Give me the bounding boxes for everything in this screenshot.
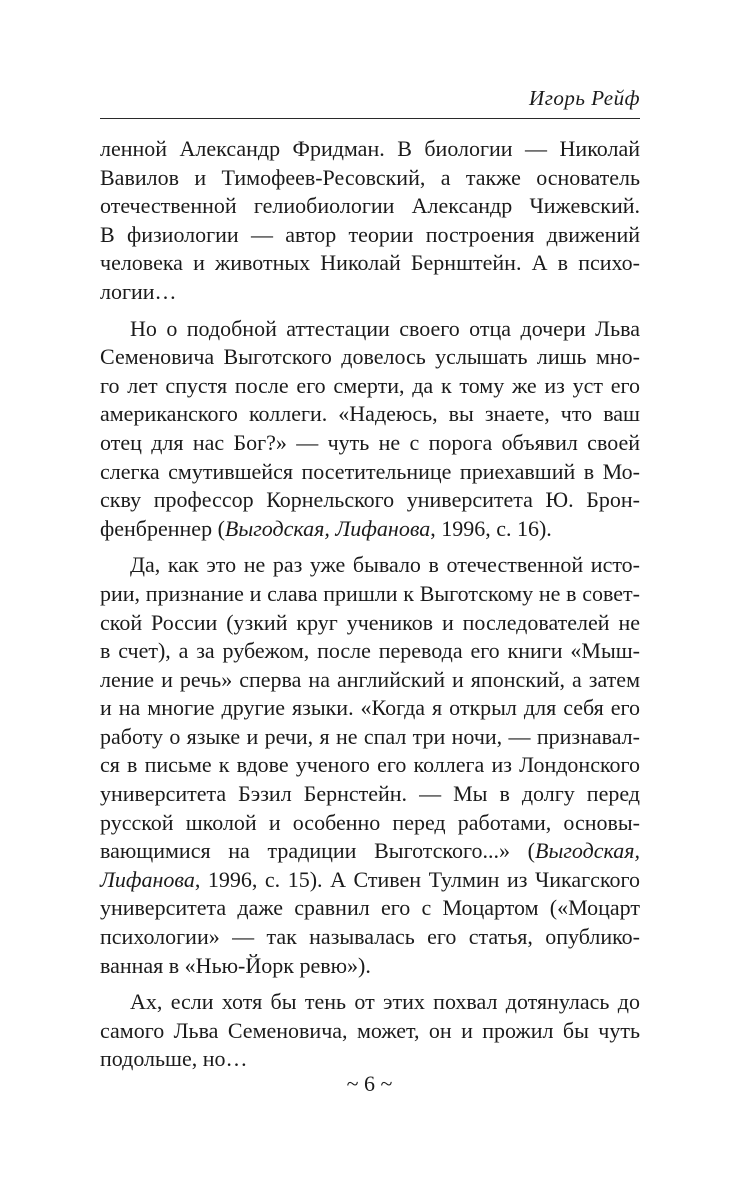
text-line: слегка смутившейся посетительнице приехавший в Мо- xyxy=(100,458,640,484)
header-rule xyxy=(100,118,640,119)
paragraph xyxy=(100,551,640,980)
text-line: Семеновича Выготского довелось услышать лишь мно- xyxy=(100,344,640,370)
text-line: американского коллеги. «Надеюсь, вы знаете, что ваш xyxy=(100,401,640,427)
text-line: Ах, если хотя бы тень от этих похвал дотянулась до xyxy=(130,989,640,1015)
text-line: скву профессор Корнельского университета Ю. Брон- xyxy=(100,487,640,513)
text-line: вающимися на традиции Выготского...» (Выгодская, xyxy=(100,838,640,864)
text-line: Вавилов и Тимофеев-Ресовский, а также основатель xyxy=(100,164,640,190)
text-line: логии… xyxy=(100,278,177,304)
text-line: Лифанова, 1996, с. 15). А Стивен Тулмин из Чикагского xyxy=(100,866,640,892)
running-head: Игорь Рейф xyxy=(529,86,640,110)
text-line: Да, как это не раз уже бывало в отечественной исто- xyxy=(130,552,640,578)
text-line: университета даже сравнил его с Моцартом («Моцарт xyxy=(100,895,640,921)
text-line: отечественной гелиобиологии Александр Чижевский. xyxy=(100,193,640,219)
text-line: работу о языке и речи, я не спал три ночи, — признавал- xyxy=(100,723,640,749)
text-line: подольше, но… xyxy=(100,1046,248,1072)
text-line: психологии» — так называлась его статья, опублико- xyxy=(100,924,640,950)
text-line: го лет спустя после его смерти, да к тому же из уст его xyxy=(100,372,640,398)
text-line: человека и животных Николай Бернштейн. А в психо- xyxy=(100,250,640,276)
text-line: рии, признание и слава пришли к Выготскому не в совет- xyxy=(100,580,640,606)
text-line: в счет), а за рубежом, после перевода его книги «Мыш- xyxy=(100,638,640,664)
text-line: ленной Александр Фридман. В биологии — Николай xyxy=(100,136,640,161)
text-line: самого Льва Семеновича, может, он и прожил бы чуть xyxy=(100,1017,640,1043)
paragraph xyxy=(100,988,640,1074)
text-line: ся в письме к вдове ученого его коллега из Лондонского xyxy=(100,752,640,778)
text-line: ской России (узкий круг учеников и последователей не xyxy=(100,609,640,635)
text-line: отец для нас Бог?» — чуть не с порога объявил своей xyxy=(100,429,640,455)
text-line: ванная в «Нью-Йорк ревю»). xyxy=(100,952,371,978)
text-line: и на многие другие языки. «Когда я открыл для себя его xyxy=(100,695,640,721)
text-line: ление и речь» сперва на английский и японский, а затем xyxy=(100,666,640,692)
page-number: ~ 6 ~ xyxy=(346,1071,393,1096)
text-line: фенбреннер (Выгодская, Лифанова, 1996, с. 16). xyxy=(100,515,552,541)
text-line: университета Бэзил Бернстейн. — Мы в долгу перед xyxy=(100,781,640,807)
paragraph xyxy=(100,135,640,307)
text-line: русской школой и особенно перед работами, основы- xyxy=(100,809,640,835)
body-text xyxy=(100,135,640,1082)
text-line: Но о подобной аттестации своего отца дочери Льва xyxy=(130,315,640,341)
paragraph xyxy=(100,315,640,544)
text-line: В физиологии — автор теории построения движений xyxy=(100,221,640,247)
